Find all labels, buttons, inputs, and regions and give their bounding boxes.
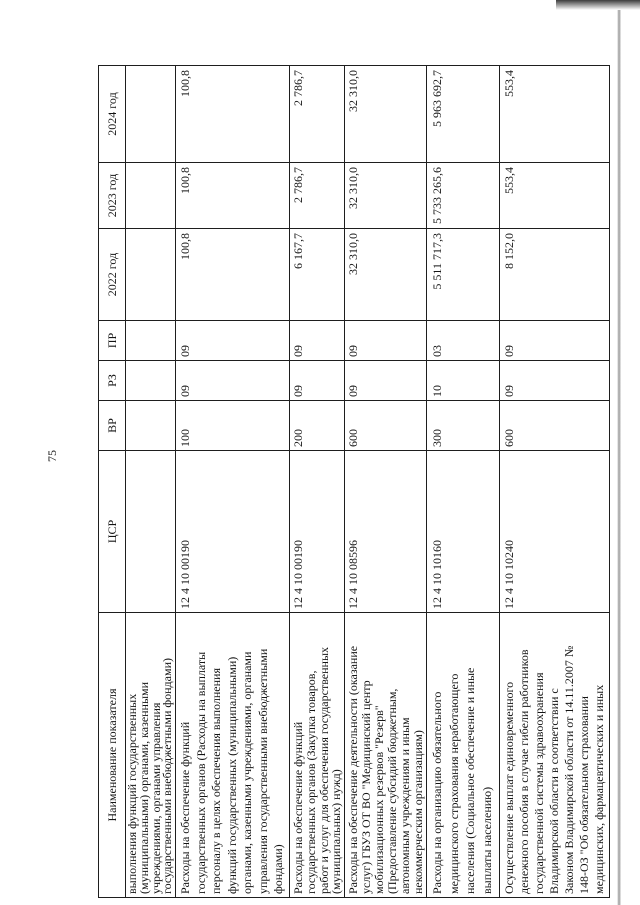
vr-cell <box>126 400 176 450</box>
indicator-name-cell <box>126 612 176 898</box>
scan-edge-shadow-top <box>556 0 640 10</box>
value-2024-cell: 100,8 <box>176 65 290 162</box>
indicator-name-line: государственных органов (Закупка товаров, <box>303 670 318 894</box>
value-2024-cell: 32 310,0 <box>345 65 427 162</box>
scan-edge-shadow-right <box>617 10 621 905</box>
indicator-name-cell <box>500 612 610 898</box>
indicator-name-line: выплаты населению) <box>479 786 494 894</box>
rz-cell: 09 <box>345 360 427 400</box>
pr-cell: 09 <box>290 320 345 360</box>
header-rz: РЗ <box>98 360 126 400</box>
indicator-name-cell <box>345 612 427 898</box>
indicator-name-line: Расходы на организацию обязательного <box>430 691 444 894</box>
pr-cell: 09 <box>500 320 610 360</box>
indicator-name-line: медицинских, фармацевтических и иных <box>592 684 606 894</box>
indicator-name-line: функций государственных (муниципальными) <box>224 656 239 894</box>
indicator-name-line: персоналу в целях обеспечения выполнения <box>209 667 223 894</box>
value-2024-cell: 5 963 692,7 <box>427 65 500 162</box>
pr-cell: 09 <box>345 320 427 360</box>
rz-cell: 09 <box>176 360 290 400</box>
value-2022-cell <box>126 228 176 320</box>
value-2022-cell: 6 167,7 <box>290 228 345 320</box>
indicator-name-line: управления государственными внебюджетными <box>255 648 270 894</box>
value-2023-cell: 5 733 265,6 <box>427 162 500 228</box>
indicator-name-line: мобилизационных резервов "Резерв" <box>372 705 386 894</box>
budget-table <box>98 65 610 898</box>
value-2024-cell: 2 786,7 <box>290 65 345 162</box>
csr-cell: 12 4 10 10240 <box>500 450 610 612</box>
vr-cell: 100 <box>176 400 290 450</box>
page-number: 75 <box>45 450 59 462</box>
value-2022-cell: 100,8 <box>176 228 290 320</box>
indicator-name-line: Расходы на обеспечение функций <box>178 721 192 894</box>
indicator-name-line: автономным учреждениям и иным <box>398 717 412 894</box>
header-year-2024: 2024 год <box>98 65 126 162</box>
vr-cell: 600 <box>500 400 610 450</box>
pr-cell <box>126 320 176 360</box>
value-2023-cell: 100,8 <box>176 162 290 228</box>
pr-cell: 09 <box>176 320 290 360</box>
value-2023-cell: 32 310,0 <box>345 162 427 228</box>
header-vr: ВР <box>98 400 126 450</box>
indicator-name-line: медицинского страхования неработающего <box>446 673 461 894</box>
indicator-name-line: 148-ОЗ "Об обязательном страховании <box>577 696 591 894</box>
indicator-name-line: некоммерческим организациям) <box>411 730 425 894</box>
vr-cell: 600 <box>345 400 427 450</box>
indicator-name-line: Расходы на обеспечение деятельности (оказание <box>346 645 360 894</box>
value-2023-cell <box>126 162 176 228</box>
csr-cell: 12 4 10 08596 <box>345 450 427 612</box>
header-indicator-name: Наименование показателя <box>98 612 126 898</box>
header-year-2022: 2022 год <box>98 228 126 320</box>
value-2024-cell <box>126 65 176 162</box>
budget-table-frame <box>98 65 610 898</box>
indicator-name-line: (муниципальных) нужд) <box>329 769 344 894</box>
header-pr: ПР <box>98 320 126 360</box>
indicator-name-cell <box>176 612 290 898</box>
vr-cell: 300 <box>427 400 500 450</box>
csr-cell: 12 4 10 00190 <box>176 450 290 612</box>
header-csr: ЦСР <box>98 450 126 612</box>
rz-cell: 09 <box>290 360 345 400</box>
indicator-name-line: Владимирской области в соответствии с <box>547 688 561 894</box>
indicator-name-line: населения (Социальное обеспечение и иные <box>463 667 477 894</box>
vr-cell: 200 <box>290 400 345 450</box>
indicator-name-line: работ и услуг для обеспечения государственных <box>316 646 331 894</box>
indicator-name-line: Законом Владимирской области от 14.11.2007 № <box>562 645 576 894</box>
indicator-name-cell <box>290 612 345 898</box>
indicator-name-line: (муниципальными) органами, казенными <box>136 681 151 894</box>
indicator-name-line: учреждениями, органами управления <box>148 702 163 894</box>
indicator-name-line: Осуществление выплат единовременного <box>502 681 516 894</box>
indicator-name-line: государственных органов (Расходы на выплаты <box>193 651 208 894</box>
rz-cell <box>126 360 176 400</box>
csr-cell: 12 4 10 10160 <box>427 450 500 612</box>
indicator-name-line: фондами) <box>271 844 285 894</box>
value-2024-cell: 553,4 <box>500 65 610 162</box>
value-2022-cell: 8 152,0 <box>500 228 610 320</box>
indicator-name-line: органами, казенными учреждениями, органами <box>240 651 254 894</box>
indicator-name-line: Расходы на обеспечение функций <box>291 721 305 894</box>
indicator-name-line: денежного пособия в случае гибели работников <box>517 649 531 894</box>
indicator-name-cell <box>427 612 500 898</box>
header-year-2023: 2023 год <box>98 162 126 228</box>
indicator-name-line: государственными внебюджетными фондами) <box>160 657 175 894</box>
value-2023-cell: 2 786,7 <box>290 162 345 228</box>
indicator-name-line: услуг) ГБУЗ ОТ ВО "Медицинский центр <box>359 680 373 894</box>
rz-cell: 10 <box>427 360 500 400</box>
indicator-name-line: выполнения функций государственных <box>125 693 139 894</box>
value-2022-cell: 5 511 717,3 <box>427 228 500 320</box>
indicator-name-line: (Предоставление субсидий бюджетным, <box>385 688 399 894</box>
value-2023-cell: 553,4 <box>500 162 610 228</box>
rz-cell: 09 <box>500 360 610 400</box>
csr-cell: 12 4 10 00190 <box>290 450 345 612</box>
csr-cell <box>126 450 176 612</box>
indicator-name-line: государственной системы здравоохранения <box>532 672 546 894</box>
value-2022-cell: 32 310,0 <box>345 228 427 320</box>
pr-cell: 03 <box>427 320 500 360</box>
